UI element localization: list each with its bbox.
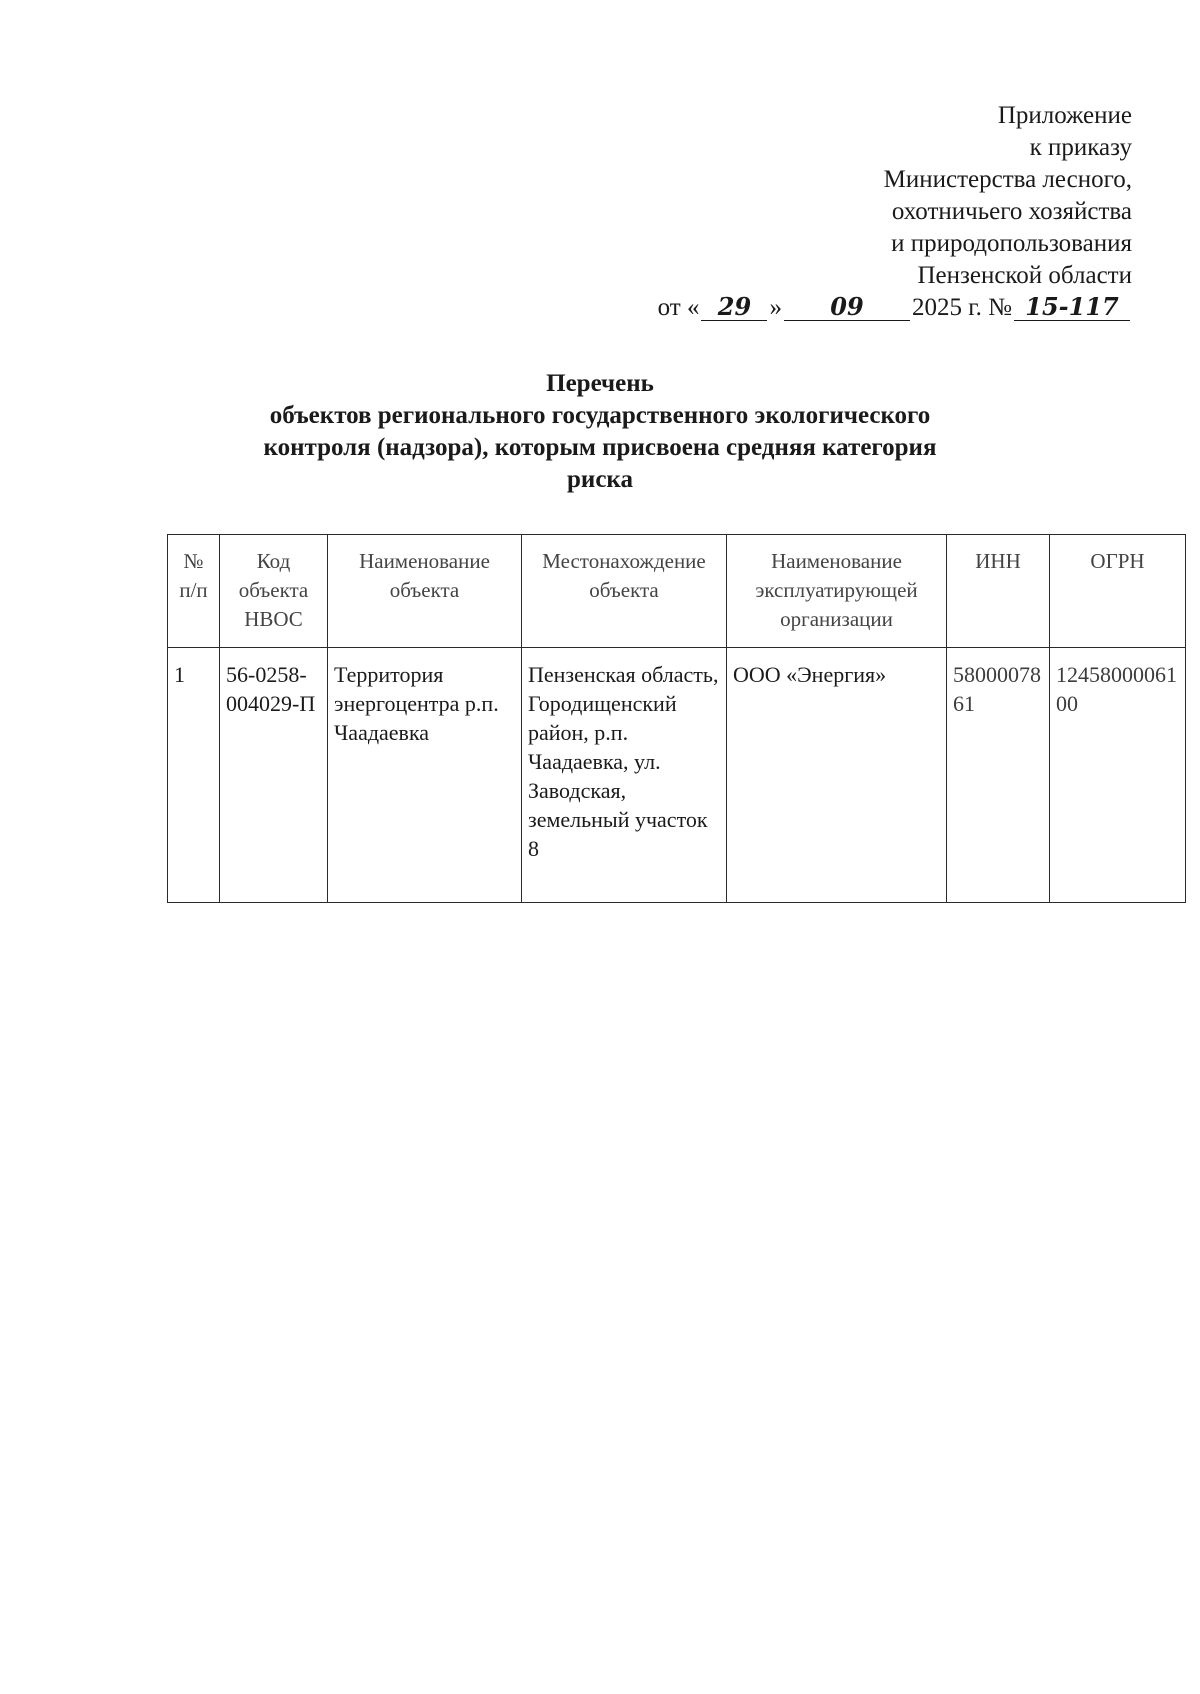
header-inn: ИНН bbox=[947, 535, 1050, 648]
table-row bbox=[168, 648, 1186, 903]
appendix-header bbox=[572, 100, 1132, 324]
appendix-line: Пензенской области bbox=[917, 262, 1132, 289]
cell-operator: ООО «Энергия» bbox=[727, 648, 947, 903]
title-line: риска bbox=[567, 466, 633, 493]
objects-table bbox=[167, 534, 1186, 903]
order-date-line bbox=[572, 292, 1132, 324]
cell-num: 1 bbox=[168, 648, 220, 903]
order-day-handwritten: 29 bbox=[701, 294, 767, 321]
appendix-line: Министерства лесного, bbox=[883, 166, 1132, 193]
header-operator: Наименование эксплуатирующей организации bbox=[727, 535, 947, 648]
title-line: Перечень bbox=[546, 370, 654, 397]
table-header-row bbox=[168, 535, 1186, 648]
cell-name: Территория энергоцентра р.п. Чаадаевка bbox=[328, 648, 522, 903]
title-line: объектов регионального государственного экологического bbox=[269, 402, 931, 429]
date-prefix: от « bbox=[657, 294, 700, 321]
header-code: Код объекта НВОС bbox=[220, 535, 328, 648]
header-name: Наименование объекта bbox=[328, 535, 522, 648]
header-num: № п/п bbox=[168, 535, 220, 648]
cell-location: Пензенская область, Городищенский район, р.п. Чаадаевка, ул. Заводская, земельный участок 8 bbox=[522, 648, 727, 903]
date-mid: » bbox=[769, 294, 782, 321]
header-location: Местонахождение объекта bbox=[522, 535, 727, 648]
cell-code: 56-0258-004029-П bbox=[220, 648, 328, 903]
order-year-label: 2025 г. № bbox=[911, 294, 1012, 321]
title-line: контроля (надзора), которым присвоена средняя категория bbox=[263, 434, 937, 461]
cell-ogrn: 1245800006100 bbox=[1050, 648, 1186, 903]
appendix-line: охотничьего хозяйства bbox=[891, 198, 1132, 225]
header-ogrn: ОГРН bbox=[1050, 535, 1186, 648]
order-number-handwritten: 15-117 bbox=[1014, 294, 1130, 321]
appendix-line: Приложение bbox=[997, 102, 1132, 129]
cell-inn: 5800007861 bbox=[947, 648, 1050, 903]
order-month-handwritten: 09 bbox=[784, 294, 910, 321]
appendix-line: и природопользования bbox=[891, 230, 1132, 257]
document-title bbox=[150, 368, 1050, 496]
appendix-line: к приказу bbox=[1029, 134, 1132, 161]
